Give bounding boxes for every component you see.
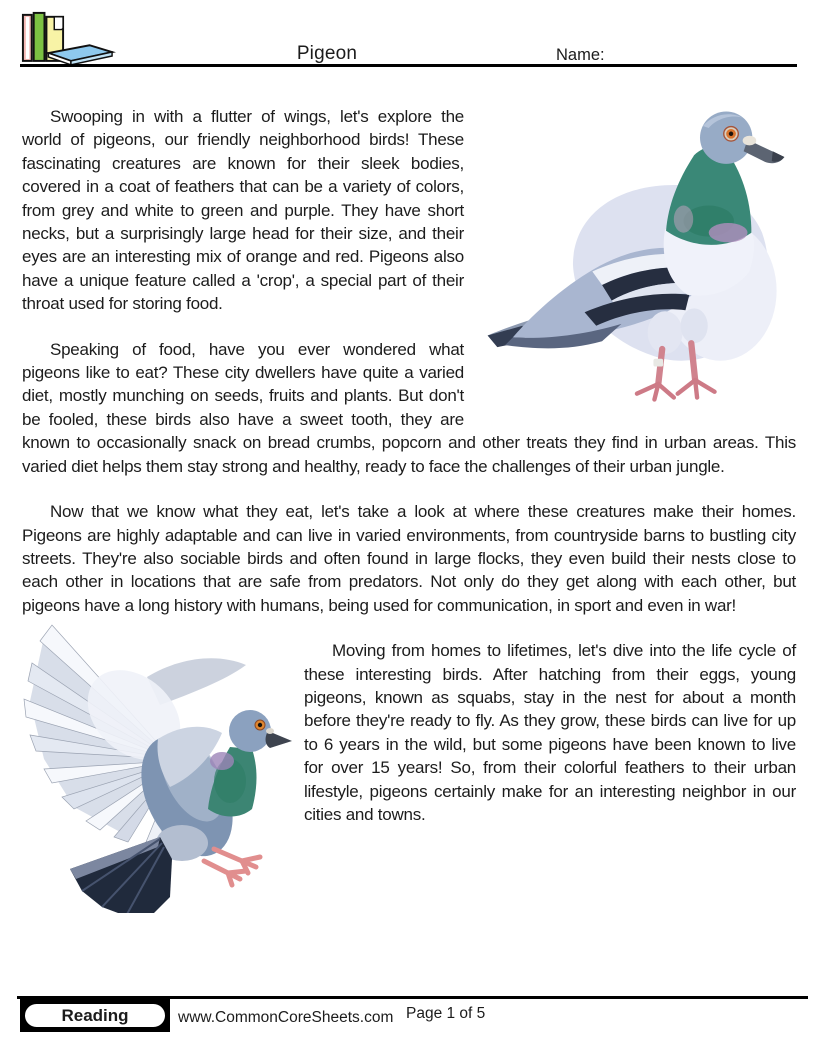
header-rule: [20, 64, 797, 67]
category-label: Reading: [23, 1002, 167, 1029]
standing-pigeon-image: [476, 101, 796, 426]
paragraph-2: Speaking of food, have you ever wondered what pigeons like to eat? These city dwellers have quite a varied diet, mostly munching on seeds, fruits and plants. But don't be fooled, these birds also have a sweet tooth, they are known to occasionally snack on bread crumbs, popcorn and other treats they find in urban areas. This varied diet helps them stay strong and healthy, ready to face the challenges of their urban jungle.: [22, 339, 796, 476]
name-label: Name:: [556, 46, 605, 64]
books-logo-icon: [19, 8, 117, 66]
page-title: Pigeon: [296, 43, 358, 64]
paragraph-3: Now that we know what they eat, let's take a look at where these creatures make their homes. Pigeons are highly adaptable and can live in varied environments, from countryside barns to bustling city streets. They're also sociable birds and often found in large flocks, they even build their nests close to each other in locations that are safe from predators. Not only do they get along with each other, but pigeons have a long history with humans, being used for communication, in sport and even in war!: [22, 502, 796, 615]
website-text: www.CommonCoreSheets.com: [178, 1009, 394, 1026]
paragraph-1: Swooping in with a flutter of wings, let's explore the world of pigeons, our friendly neighborhood birds! These fascinating creatures are known for their sleek bodies, covered in a coat of feathers that can be a variety of colors, from grey and white to green and purple. They have short necks, but a surprisingly large head for their size, and their eyes are an interesting mix of orange and red. Pigeons also have a unique feature called a 'crop', a special part of their throat used for storing food.: [22, 107, 464, 314]
category-badge: [20, 999, 170, 1032]
article: [22, 68, 796, 911]
flying-pigeon-image: [22, 611, 292, 911]
paragraph-4: Moving from homes to lifetimes, let's dive into the life cycle of these interesting birds. After hatching from their eggs, young pigeons, known as squabs, stay in the nest for about a month before they're ready to fly. As they grow, these birds can live for up to 6 years in the wild, but some pigeons have been known to live for over 15 years! So, from their colorful feathers to their urban lifestyle, pigeons certainly make for an interesting neighbor in our cities and towns.: [304, 641, 796, 824]
page-indicator: Page 1 of 5: [406, 1005, 486, 1022]
